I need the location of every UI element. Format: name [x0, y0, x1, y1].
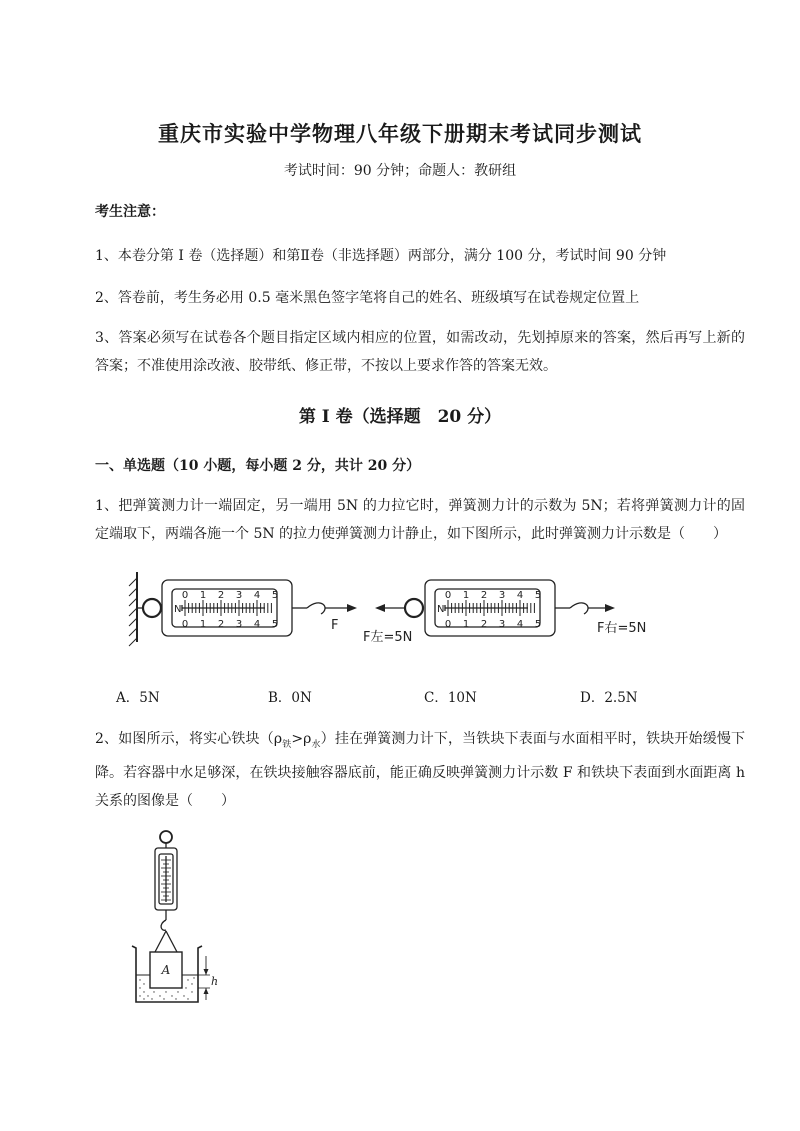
question-2-text-start: 2、如图所示，将实心铁块（ρ: [95, 731, 283, 747]
scale-number: 1: [199, 590, 207, 601]
scale-number: 1: [199, 619, 207, 630]
option-b[interactable]: B．0N: [268, 690, 312, 706]
option-a[interactable]: A．5N: [116, 690, 160, 706]
scale-number: 0: [444, 590, 452, 601]
page-subtitle: 考试时间：90 分钟；命题人：教研组: [283, 163, 517, 179]
notice-item-2: 2、答卷前，考生务必用 0.5 毫米黑色签字笔将自己的姓名、班级填写在试卷规定位置上: [95, 290, 640, 306]
scale-number: 2: [217, 619, 225, 630]
scale-number: 1: [462, 619, 470, 630]
hook-icon: [307, 603, 325, 614]
greater-than-rho: >ρ: [291, 731, 312, 747]
arrow-right-icon: [605, 604, 615, 612]
scale-number: 3: [498, 590, 506, 601]
scale-unit-label: N: [437, 604, 445, 615]
scale-number: 5: [271, 590, 279, 601]
spring-scale-figure: [125, 572, 665, 652]
force-label-left: F左=5N: [363, 630, 413, 645]
h-label: h: [211, 975, 219, 988]
question-2-text-end: ）挂在弹簧测力计下，当铁块下表面与水面相平时，铁块开始缓慢下降。若容器中水足够深，在铁块接触容器底前，能正确反映弹簧测力计示数 F 和铁块下表面到水面距离 h 关系的图像是（ ）: [95, 731, 745, 809]
page-title: 重庆市实验中学物理八年级下册期末考试同步测试: [158, 121, 642, 146]
option-d[interactable]: D．2.5N: [580, 690, 638, 706]
notice-item-1: 1、本卷分第 I 卷（选择题）和第Ⅱ卷（非选择题）两部分，满分 100 分，考试时间 90 分钟: [95, 248, 667, 264]
scale-number: 4: [253, 619, 261, 630]
arrow-right-icon: [347, 604, 357, 612]
scale-number: 4: [516, 619, 524, 630]
iron-block-figure: [128, 828, 223, 1008]
scale-number: 5: [534, 619, 542, 630]
ring-icon: [160, 831, 172, 843]
scale-number: 3: [498, 619, 506, 630]
scale-number: 3: [235, 619, 243, 630]
question-2-text: [95, 725, 745, 815]
hook-icon: [161, 920, 166, 930]
scale-number: 2: [217, 590, 225, 601]
notice-item-3: 3、答案必须写在试卷各个题目指定区域内相应的位置，如需改动，先划掉原来的答案，然后再写上新的答案；不准使用涂改液、胶带纸、修正带，不按以上要求作答的答案无效。: [95, 330, 745, 374]
scale-number: 0: [181, 619, 189, 630]
scale-number: 5: [271, 619, 279, 630]
part-heading: 一、单选题（10 小题，每小题 2 分，共计 20 分）: [95, 458, 421, 474]
rho-water-subscript: 水: [311, 739, 321, 750]
force-label-right: F右=5N: [597, 621, 647, 636]
hook-icon: [570, 603, 588, 614]
scale-number: 4: [516, 590, 524, 601]
ring-icon: [405, 599, 423, 617]
notice-heading: 考生注意：: [95, 204, 165, 220]
rho-iron-subscript: 铁: [282, 739, 292, 750]
option-c[interactable]: C．10N: [424, 690, 477, 706]
section-title: 第 I 卷（选择题 20 分）: [298, 407, 502, 427]
scale-number: 3: [235, 590, 243, 601]
scale-number: 2: [480, 590, 488, 601]
arrow-left-icon: [375, 604, 385, 612]
arrow-down-icon: [204, 969, 209, 975]
scale-number: 2: [480, 619, 488, 630]
scale-number: 5: [534, 590, 542, 601]
wall-hatch: [129, 578, 137, 646]
question-1-text: 1、把弹簧测力计一端固定，另一端用 5N 的力拉它时，弹簧测力计的示数为 5N；若将弹簧测力计的固定端取下，两端各施一个 5N 的拉力使弹簧测力计静止，如下图所示，此时弹簧测力计示数是（ ）: [95, 498, 745, 542]
scale-number: 1: [462, 590, 470, 601]
arrow-up-icon: [204, 988, 209, 994]
scale-number: 0: [181, 590, 189, 601]
scale-unit-label: N: [174, 604, 182, 615]
scale-number: 0: [444, 619, 452, 630]
force-label-f: F: [331, 618, 339, 633]
block-label: A: [161, 963, 171, 977]
scale-number: 4: [253, 590, 261, 601]
ring-icon: [143, 599, 161, 617]
